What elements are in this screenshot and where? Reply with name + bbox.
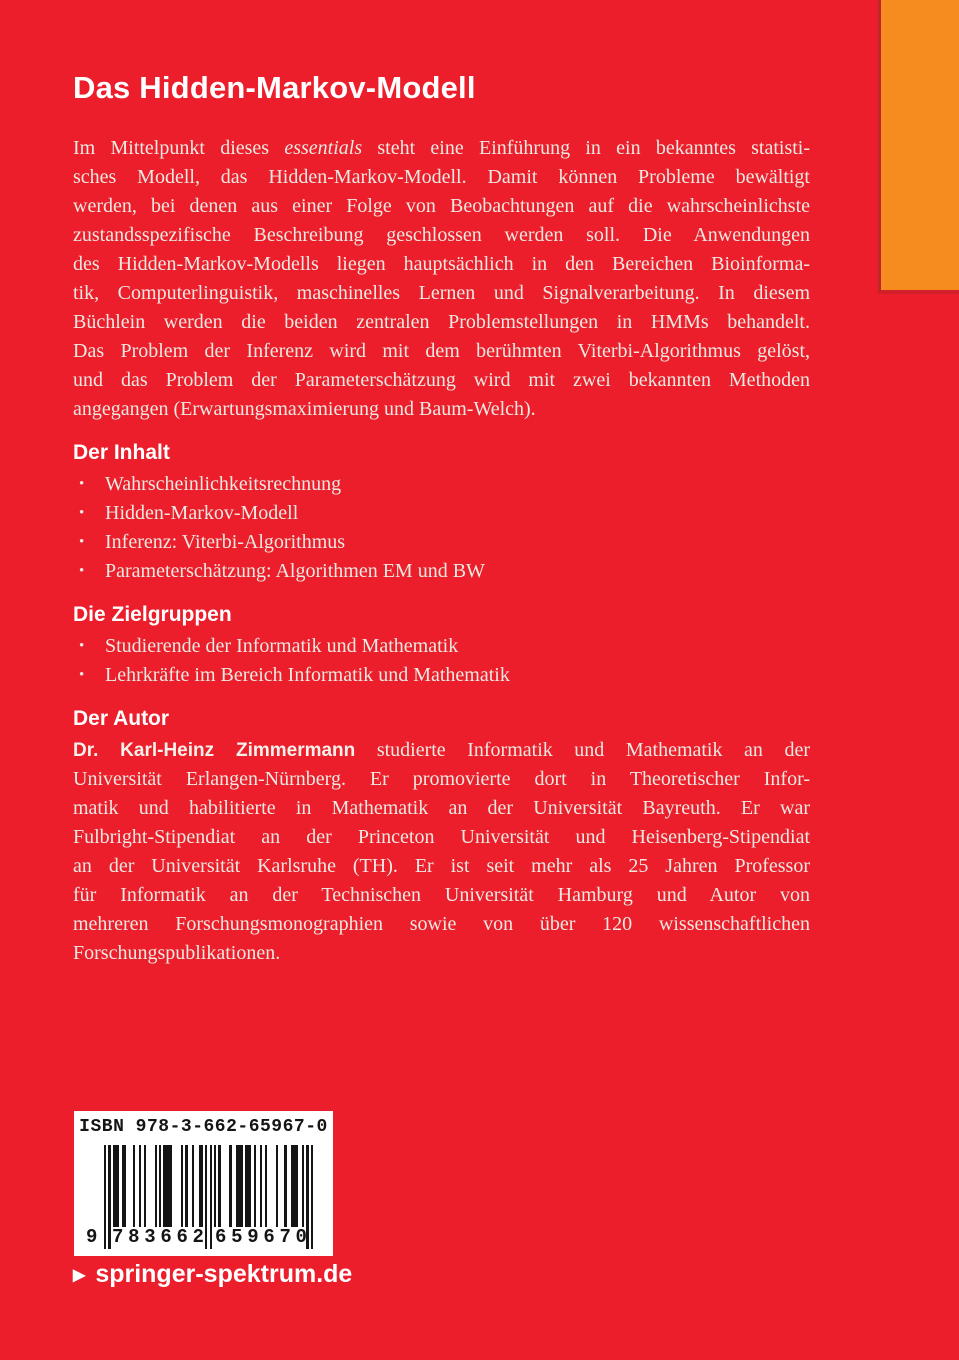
barcode-bar [236, 1145, 243, 1227]
author-line: matik und habilitierte in Mathematik an der Universität Bayreuth. Er war [73, 797, 810, 819]
barcode-bar [302, 1145, 304, 1227]
contents-list [73, 470, 810, 586]
ean-digit: 6 [215, 1226, 227, 1248]
barcode-bar [210, 1145, 212, 1249]
bullet-text: Parameterschätzung: Algorithmen EM und BW [105, 560, 485, 582]
bullet-text: Wahrscheinlichkeitsrechnung [105, 473, 342, 495]
ean-digit: 6 [263, 1226, 275, 1248]
barcode-bar [181, 1145, 183, 1227]
bullet-icon: • [79, 667, 85, 683]
author-line: mehreren Forschungsmonographien sowie von über 120 wissenschaftlichen [73, 913, 810, 935]
ean-digit: 9 [247, 1226, 259, 1248]
synopsis-line: Im Mittelpunkt dieses essentials steht eine Einführung in ein bekanntes statisti- [73, 137, 810, 159]
synopsis-line: angegangen (Erwartungsmaximierung und Baum-Welch). [73, 398, 536, 420]
audience-list [73, 632, 810, 690]
synopsis-line: Büchlein werden die beiden zentralen Problemstellungen in HMMs behandelt. [73, 311, 810, 333]
barcode-bar [218, 1145, 220, 1227]
synopsis-line: des Hidden-Markov-Modells liegen hauptsächlich in den Bereichen Bioinforma- [73, 253, 810, 275]
barcode-bar [185, 1145, 187, 1227]
author-line: Fulbright-Stipendiat an der Princeton Universität und Heisenberg-Stipendiat [73, 826, 810, 848]
orange-corner-accent [878, 0, 959, 294]
barcode-bar [144, 1145, 146, 1227]
barcode-bar [104, 1145, 106, 1249]
barcode-bar [284, 1145, 286, 1227]
bullet-icon: • [79, 476, 85, 492]
audience-heading: Die Zielgruppen [73, 603, 232, 626]
barcode-bar [260, 1145, 262, 1227]
bullet-text: Studierende der Informatik und Mathematik [105, 635, 459, 657]
ean-digit: 7 [112, 1226, 124, 1248]
bullet-icon: • [79, 534, 85, 550]
author-line: Dr. Karl-Heinz Zimmermann studierte Informatik und Mathematik an der [73, 739, 810, 761]
barcode-bar [276, 1145, 278, 1227]
author-line: für Informatik an der Technischen Universität Hamburg und Autor von [73, 884, 810, 906]
ean-lead-digit: 9 [86, 1226, 98, 1248]
audience-item [73, 632, 810, 661]
page-title: Das Hidden-Markov-Modell [73, 70, 476, 105]
author-paragraph [73, 736, 810, 968]
barcode-bar [265, 1145, 267, 1227]
ean-digit-group-right [215, 1226, 307, 1248]
barcode-bar [113, 1145, 120, 1227]
synopsis-line: tik, Computerlinguistik, maschinelles Lernen und Signalverarbeitung. In diesem [73, 282, 810, 304]
barcode-bar [155, 1145, 157, 1227]
barcode-bar [245, 1145, 252, 1227]
triangle-arrow-icon: ▶ [73, 1266, 86, 1284]
bullet-text: Inferenz: Viterbi-Algorithmus [105, 531, 346, 553]
ean-digit-group-left [112, 1226, 204, 1248]
barcode-bar [139, 1145, 141, 1227]
isbn-barcode-panel [74, 1111, 333, 1256]
barcode-bar [205, 1145, 207, 1249]
bullet-icon: • [79, 563, 85, 579]
synopsis-line: und das Problem der Parameterschätzung wird mit zwei bekannten Methoden [73, 369, 810, 391]
barcode-bar [163, 1145, 172, 1227]
contents-item [73, 470, 810, 499]
synopsis-line: werden, bei denen aus einer Folge von Beobachtungen auf die wahrscheinlichste [73, 195, 810, 217]
ean-digit: 5 [231, 1226, 243, 1248]
audience-item [73, 661, 810, 690]
synopsis-paragraph [73, 134, 810, 424]
synopsis-line: zustandsspezifische Beschreibung geschlossen werden soll. Die Anwendungen [73, 224, 810, 246]
contents-heading: Der Inhalt [73, 441, 170, 464]
author-line: Universität Erlangen-Nürnberg. Er promovierte dort in Theoretischer Infor- [73, 768, 810, 790]
barcode-bar [214, 1145, 216, 1227]
publisher-domain: springer-spektrum.de [95, 1260, 353, 1288]
ean-digit: 2 [192, 1226, 204, 1248]
contents-item [73, 499, 810, 528]
barcode-bar [192, 1145, 194, 1227]
synopsis-line: Das Problem der Inferenz wird mit dem berühmten Viterbi-Algorithmus gelöst, [73, 340, 810, 362]
synopsis-line: sches Modell, das Hidden-Markov-Modell. Damit können Probleme bewältigt [73, 166, 810, 188]
author-line: an der Universität Karlsruhe (TH). Er ist seit mehr als 25 Jahren Professor [73, 855, 810, 877]
author-name-bold: Dr. Karl-Heinz Zimmermann [73, 740, 356, 761]
author-line: Forschungspublikationen. [73, 942, 281, 964]
cover-text-block [73, 70, 810, 968]
contents-item [73, 557, 810, 586]
ean-digit: 6 [160, 1226, 172, 1248]
bullet-text: Hidden-Markov-Modell [105, 502, 299, 524]
ean-digit: 7 [279, 1226, 291, 1248]
bullet-icon: • [79, 638, 85, 654]
barcode-bar [159, 1145, 161, 1227]
author-heading: Der Autor [73, 707, 170, 730]
barcode-bar [199, 1145, 203, 1227]
barcode-bar [133, 1145, 135, 1227]
publisher-url-line [73, 1260, 352, 1289]
ean-digit: 6 [176, 1226, 188, 1248]
barcode-bar [254, 1145, 256, 1227]
contents-item [73, 528, 810, 557]
ean-digit: 3 [144, 1226, 156, 1248]
isbn-label: ISBN 978-3-662-65967-0 [79, 1117, 328, 1137]
ean-digit: 8 [128, 1226, 140, 1248]
barcode-bar [311, 1145, 313, 1249]
barcode-bar [229, 1145, 231, 1227]
bullet-text: Lehrkräfte im Bereich Informatik und Mathematik [105, 664, 510, 686]
series-name-italic: essentials [284, 137, 363, 159]
barcode-bar [108, 1145, 110, 1249]
bullet-icon: • [79, 505, 85, 521]
barcode-bar [291, 1145, 298, 1227]
ean-digit: 0 [295, 1226, 307, 1248]
barcode-bar [122, 1145, 126, 1227]
